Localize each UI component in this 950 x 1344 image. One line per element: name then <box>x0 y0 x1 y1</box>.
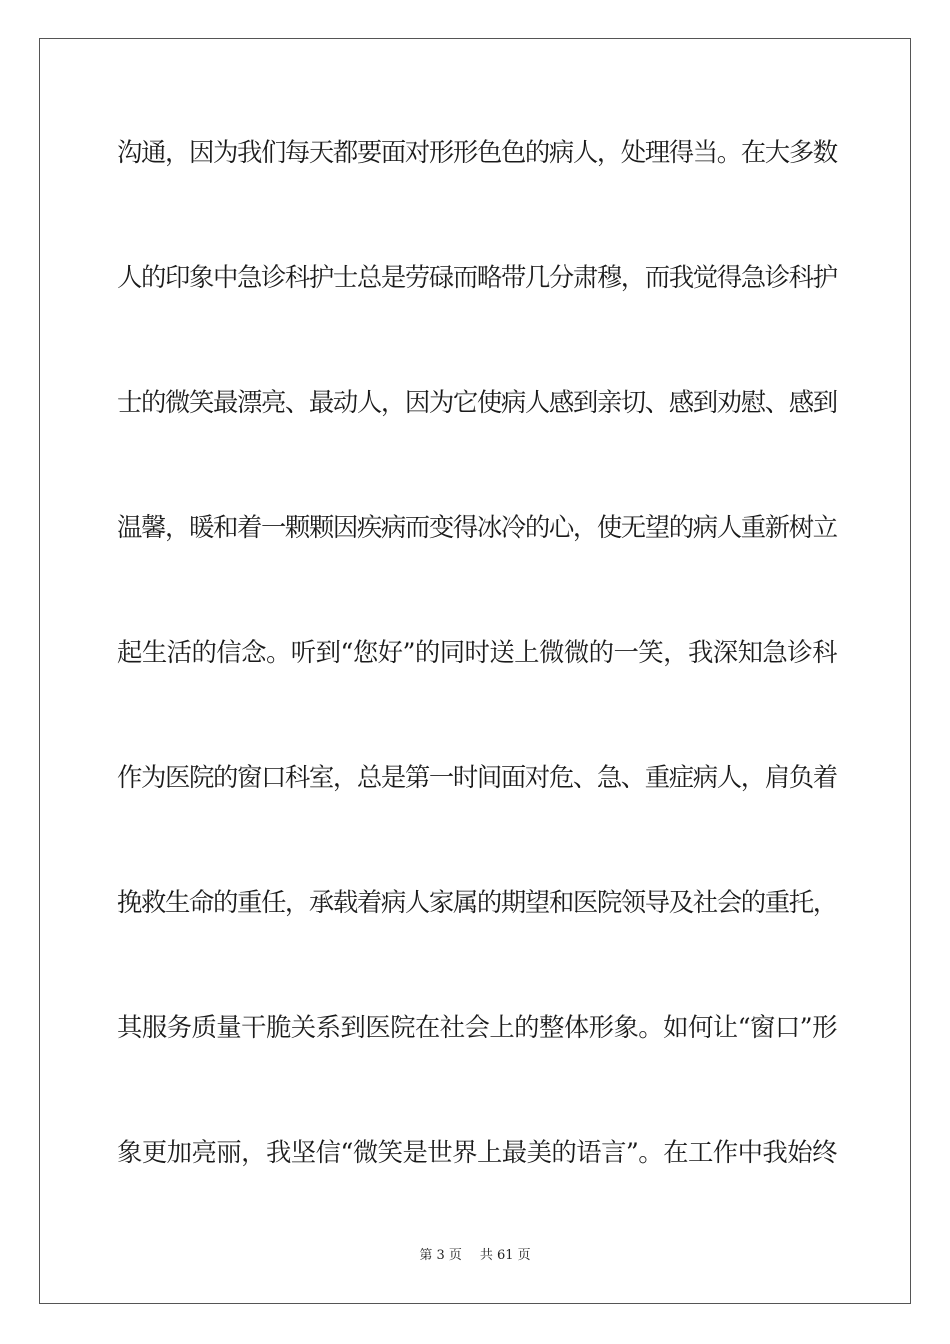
text-line: 起生活的信念。听到“您好”的同时送上微微的一笑，我深知急诊科 <box>117 637 837 667</box>
text-line: 温馨，暖和着一颗颗因疾病而变得冰冷的心，使无望的病人重新树立 <box>117 512 837 542</box>
text-line: 沟通，因为我们每天都要面对形形色色的病人，处理得当。在大多数 <box>117 137 837 167</box>
text-line: 人的印象中急诊科护士总是劳碌而略带几分肃穆，而我觉得急诊科护 <box>117 262 837 292</box>
text-line: 士的微笑最漂亮、最动人，因为它使病人感到亲切、感到劝慰、感到 <box>117 387 837 417</box>
text-line: 作为医院的窗口科室，总是第一时间面对危、急、重症病人，肩负着 <box>117 762 837 792</box>
text-line: 其服务质量干脆关系到医院在社会上的整体形象。如何让“窗口”形 <box>117 1012 837 1042</box>
text-line: 象更加亮丽，我坚信“微笑是世界上最美的语言”。在工作中我始终 <box>117 1137 837 1167</box>
text-line: 挽救生命的重任，承载着病人家属的期望和医院领导及社会的重托， <box>117 887 837 917</box>
page-number: 第 3 页 <box>419 1248 462 1263</box>
page-total: 共 61 页 <box>479 1248 531 1263</box>
page-footer <box>0 1247 950 1265</box>
